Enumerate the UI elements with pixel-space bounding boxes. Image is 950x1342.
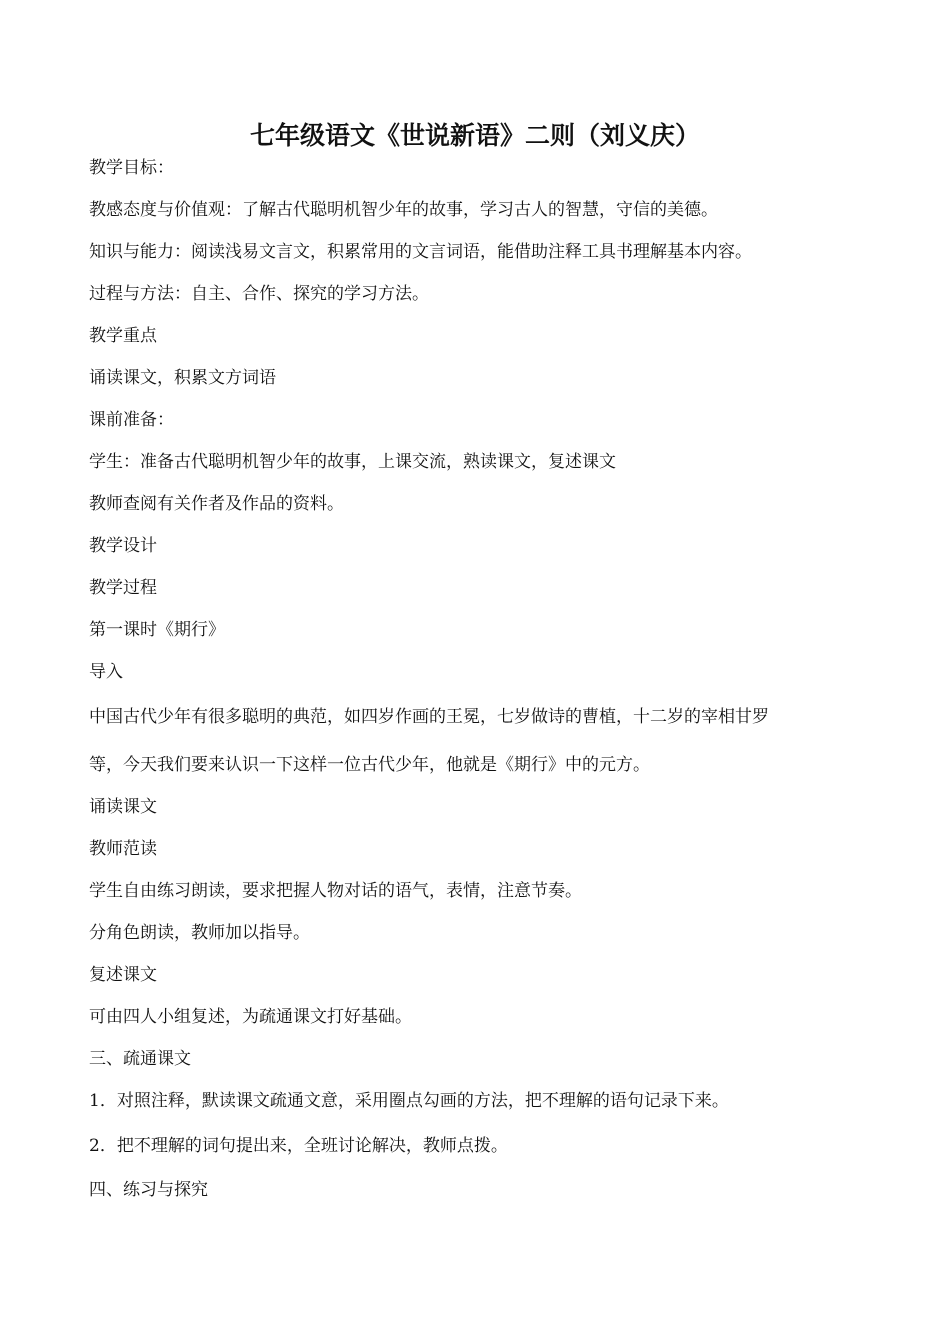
line-teacher-preparation: 教师查阅有关作者及作品的资料。 — [89, 494, 344, 514]
line-introduction-text-1: 中国古代少年有很多聪明的典范，如四岁作画的王冕，七岁做诗的曹植，十二岁的宰相甘罗 — [89, 707, 769, 727]
line-introduction-text-2: 等，今天我们要来认识一下这样一位古代少年，他就是《期行》中的元方。 — [89, 755, 650, 775]
line-process-method: 过程与方法：自主、合作、探究的学习方法。 — [89, 284, 429, 304]
line-section-three: 三、疏通课文 — [89, 1049, 191, 1069]
line-student-preparation: 学生：准备古代聪明机智少年的故事，上课交流，熟读课文，复述课文 — [89, 452, 616, 472]
line-preparation-heading: 课前准备： — [89, 410, 174, 430]
line-teacher-model-reading: 教师范读 — [89, 839, 157, 859]
line-teaching-process: 教学过程 — [89, 578, 157, 598]
line-group-retell: 可由四人小组复述，为疏通课文打好基础。 — [89, 1007, 412, 1027]
line-introduction-heading: 导入 — [89, 662, 123, 682]
line-step-two: 2．把不理解的词句提出来，全班讨论解决，教师点拨。 — [89, 1136, 508, 1156]
line-section-four: 四、练习与探究 — [89, 1180, 208, 1200]
line-key-points-heading: 教学重点 — [89, 326, 157, 346]
line-knowledge-ability: 知识与能力：阅读浅易文言文，积累常用的文言词语，能借助注释工具书理解基本内容。 — [89, 242, 752, 262]
line-retell-heading: 复述课文 — [89, 965, 157, 985]
line-recite-text: 诵读课文 — [89, 797, 157, 817]
line-teaching-design: 教学设计 — [89, 536, 157, 556]
line-role-reading: 分角色朗读，教师加以指导。 — [89, 923, 310, 943]
line-step-one: 1．对照注释，默读课文疏通文意，采用圈点勾画的方法，把不理解的语句记录下来。 — [89, 1091, 729, 1111]
document-title: 七年级语文《世说新语》二则（刘义庆） — [249, 121, 700, 150]
line-attitude-values: 教感态度与价值观：了解古代聪明机智少年的故事，学习古人的智慧，守信的美德。 — [89, 200, 718, 220]
line-teaching-goals: 教学目标： — [89, 158, 174, 178]
line-student-practice: 学生自由练习朗读，要求把握人物对话的语气，表情，注意节奏。 — [89, 881, 582, 901]
line-key-points: 诵读课文，积累文方词语 — [89, 368, 276, 388]
line-first-lesson: 第一课时《期行》 — [89, 620, 225, 640]
